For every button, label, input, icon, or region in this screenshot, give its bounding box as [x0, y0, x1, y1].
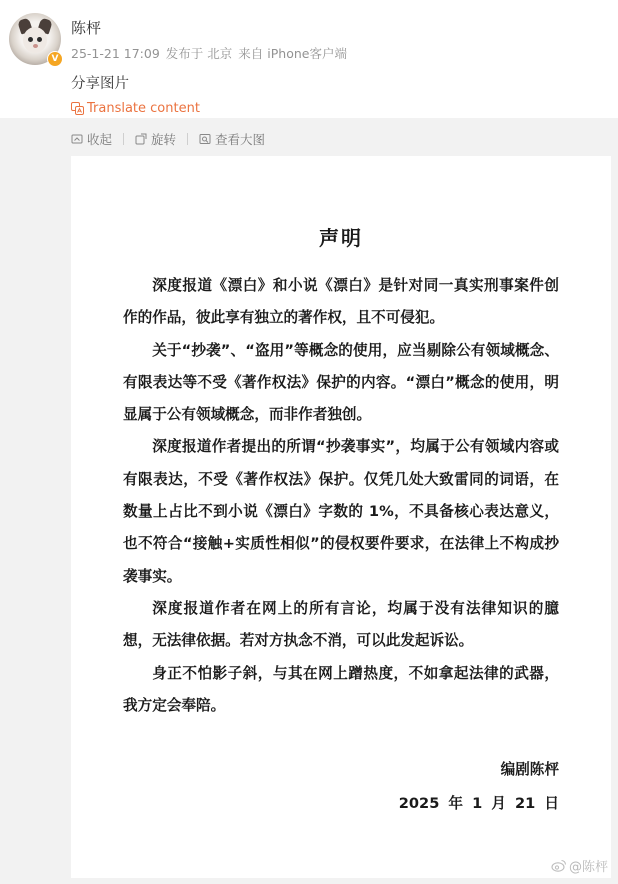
rotate-label: 旋转 — [151, 132, 177, 147]
username[interactable]: 陈枰 — [71, 19, 102, 37]
translate-button[interactable] — [71, 101, 200, 116]
watermark-text: @陈枰 — [568, 860, 608, 875]
statement-title: 声明 — [319, 226, 363, 250]
rotate-button[interactable] — [135, 130, 176, 148]
post-location: 发布于 北京 — [165, 46, 233, 61]
statement-signature: 编剧陈枰 — [500, 761, 559, 778]
statement-paragraph: 深度报道《漂白》和小说《漂白》是针对同一真实刑事案件创作的作品，彼此享有独立的著作权，且不可侵犯。 — [123, 277, 559, 327]
toolbar-divider — [123, 133, 124, 145]
statement-paragraph: 深度报道作者提出的所谓“抄袭事实”，均属于公有领域内容或有限表达，不受《著作权法》保护。仅凭几处大致雷同的词语，在数量上占比不到小说《漂白》字数的 1%，不具备核心表达意义，也不符合“接触+实质性相似”的侵权要件要求，在法律上不构成抄袭事实。 — [123, 438, 559, 585]
verified-badge-icon: V — [47, 51, 63, 67]
image-toolbar — [71, 130, 265, 148]
post-text: 分享图片 — [71, 76, 129, 92]
translate-label: Translate content — [87, 101, 200, 116]
rotate-icon — [135, 133, 147, 145]
post-meta — [71, 44, 353, 62]
post-source: 来自 iPhone客户端 — [238, 46, 347, 61]
view-large-icon — [199, 133, 211, 145]
view-large-button[interactable] — [199, 130, 265, 148]
post-time[interactable]: 25-1-21 17:09 — [71, 46, 160, 61]
statement-paragraph: 关于“抄袭”、“盗用”等概念的使用，应当剔除公有领域概念、有限表达等不受《著作权法》保护的内容。“漂白”概念的使用，明显属于公有领域概念，而非作者独创。 — [123, 341, 559, 424]
statement-body — [123, 270, 559, 722]
collapse-button[interactable] — [71, 130, 112, 148]
toolbar-divider — [187, 133, 188, 145]
view-large-label: 查看大图 — [215, 132, 266, 147]
statement-image[interactable] — [71, 156, 611, 878]
weibo-logo-icon — [551, 859, 567, 872]
translate-icon — [71, 102, 84, 115]
statement-paragraph: 深度报道作者在网上的所有言论，均属于没有法律知识的臆想，无法律依据。若对方执念不消，可以此发起诉讼。 — [123, 599, 559, 650]
collapse-label: 收起 — [87, 132, 113, 147]
statement-paragraph: 身正不怕影子斜，与其在网上蹭热度，不如拿起法律的武器，我方定会奉陪。 — [123, 664, 559, 714]
collapse-icon — [71, 133, 83, 145]
weibo-watermark — [551, 856, 608, 875]
statement-date: 2025 年 1 月 21 日 — [398, 795, 559, 812]
post-header — [0, 0, 618, 118]
